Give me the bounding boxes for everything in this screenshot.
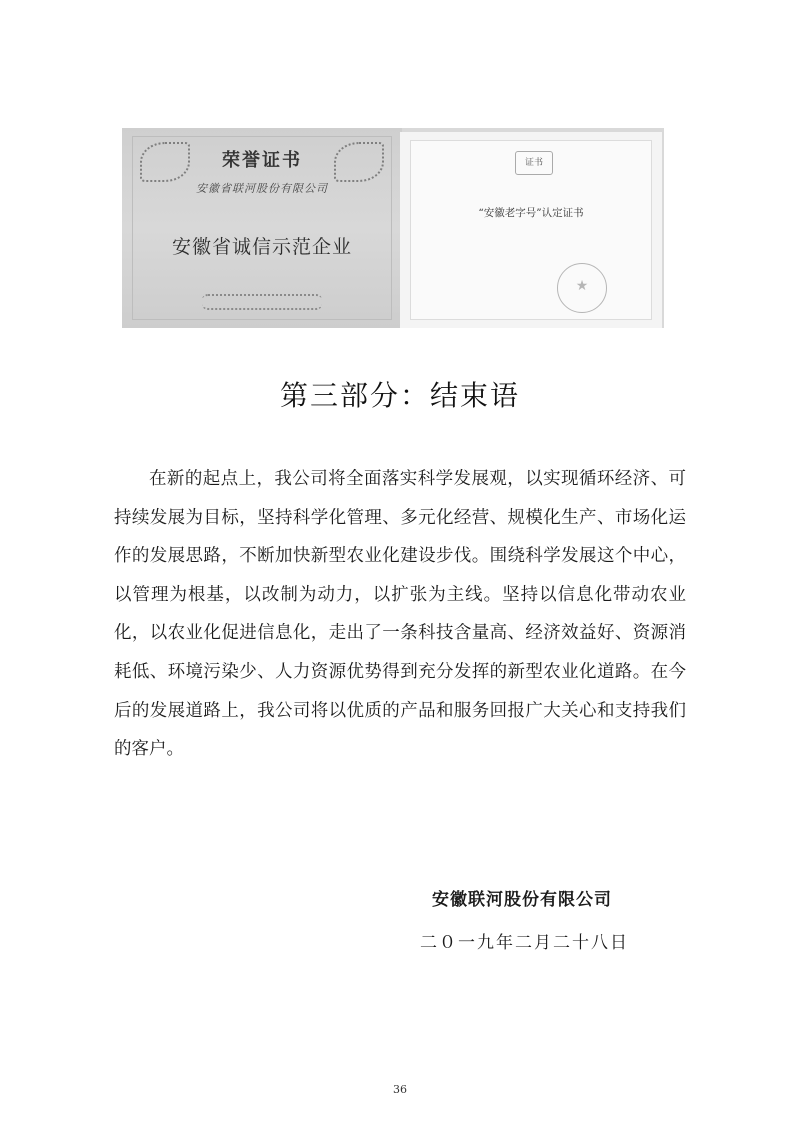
page-number: 36 — [393, 1083, 407, 1096]
official-stamp — [557, 263, 607, 313]
certificate-award: 安徽省诚信示范企业 — [171, 236, 352, 258]
certificates-photo — [122, 128, 664, 328]
paragraph: 在新的起点上，我公司将全面落实科学发展观，以实现循环经济、可持续发展为目标，坚持科学化管理、多元化经营、规模化生产、市场化运作的发展思路，不断加快新型农业化建设步伐。围绕科学发展这个中心，以管理为根基，以改制为动力，以扩张为主线。坚持以信息化带动农业化，以农业化促进信息化，走出了一条科技含量高、经济效益好、资源消耗低、环境污染少、人力资源优势得到充分发挥的新型农业化道路。在今后的发展道路上，我公司将以优质的产品和服务回报广大关心和支持我们的客户。 — [114, 469, 686, 760]
bottom-ornament — [202, 294, 322, 310]
certificate-inner — [410, 140, 652, 320]
company-signature: 安徽联河股份有限公司 — [432, 890, 612, 910]
closing-remarks — [114, 460, 686, 769]
certificate-company-script: 安徽省联河股份有限公司 — [196, 182, 328, 195]
signature-date: 二０一九年二月二十八日 — [420, 933, 629, 953]
honor-certificate — [122, 128, 402, 328]
certificate-seal-label: 证书 — [515, 151, 553, 175]
laozihao-certificate — [400, 132, 662, 328]
section-title: 第三部分：结束语 — [279, 379, 520, 412]
certificate-title: 荣誉证书 — [222, 150, 302, 171]
certificate-title: “安徽老字号”认定证书 — [478, 207, 584, 219]
